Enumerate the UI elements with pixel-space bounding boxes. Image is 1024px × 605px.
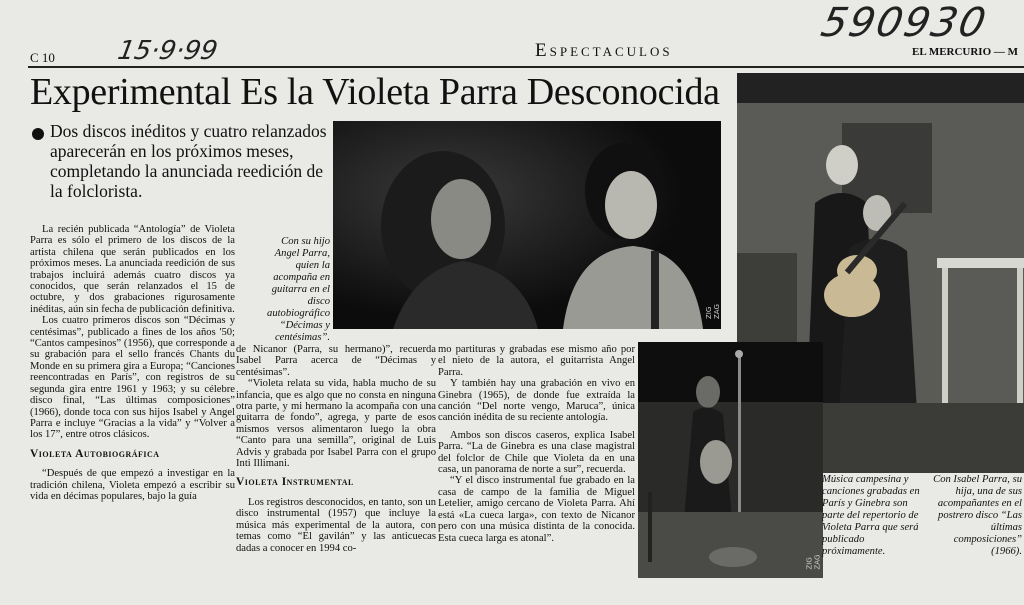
article-column-3 bbox=[438, 344, 635, 544]
deck-bullet-icon bbox=[32, 128, 44, 140]
paragraph: Los cuatro primeros discos son “Décimas y centésimas”, publicado a fines de los años '50; “Cantos campesinos” (1956), que corresponde a su grabación para el sello francés Chants du Monde en su primera gira a Europa; “Canciones reencontradas en París”, con registros de su segunda gira entre 1961 y 1963; y su célebre disco final, “Las últimas composiciones” (1966), donde toca con sus hijos Isabel y Angel Parra e incluye “Gracias a la vida” y “Volver a los 17”, entre otros clásicos. bbox=[30, 315, 235, 441]
article-column-1 bbox=[30, 224, 235, 502]
paragraph: “Violeta relata su vida, habla mucho de su infancia, que es algo que no consta en ninguna otra parte, y mi hermano la acompaña con una guitarra de fondo”, agrega, y parte de esos mismos versos alimentaron luego la obra “Canto para una semilla”, original de Luis Advis y grabada por Isabel Parra con el grupo Inti Illimani. bbox=[236, 378, 436, 470]
subheading-instrumental: Violeta Instrumental bbox=[236, 476, 354, 489]
paragraph: “Después de que empezó a investigar en la tradición chilena, Violeta empezó a escribir su vida en décimas populares, bajo la guía bbox=[30, 468, 235, 502]
article-column-2 bbox=[236, 344, 436, 554]
paragraph: “Y el disco instrumental fue grabado en la casa de campo de la familia de Miguel Letelier, amigo cercano de Violeta Parra. Ahí está «La cueca larga», con texto de Nicanor pero con una música distinta de la conocida. Esta cueca larga es atonal”. bbox=[438, 475, 635, 544]
paragraph: La recién publicada “Antología” de Violeta Parra es sólo el primero de los discos de la artista chilena que serán publicados en los próximos meses. La anunciada reedición de sus trabajos incluirá además cuatro discos ya conocidos, que serán relanzados el 15 de octubre, y dos grabaciones rigurosamente inéditas, aún sin fecha de publicación definitiva. bbox=[30, 224, 235, 315]
photo-caption-repertoire: Música campesina y canciones grabadas en París y Ginebra son parte del repertorio de Violeta Parra que será publicado próximamente. bbox=[822, 474, 920, 557]
paragraph: Y también hay una grabación en vivo en Ginebra (1965), de donde fue extraída la canción “Del norte vengo, Maruca”, única canción inédita de su reciente antología. bbox=[438, 378, 635, 424]
paragraph: mo partituras y grabadas ese mismo año por el nieto de la autora, el guitarrista Angel Parra. bbox=[438, 344, 635, 378]
paragraph: Los registros desconocidos, en tanto, son un disco instrumental (1957) que incluye la música más experimental de la autora, con temas como “El gavilán” y las anticuecas dadas a conocer en 1994 co- bbox=[236, 496, 436, 554]
page-number: C 10 bbox=[30, 50, 55, 65]
deck-summary: Dos discos inéditos y cuatro relanzados aparecerán en los próximos meses, completando la anunciada reedición de la folclorista. bbox=[50, 121, 327, 201]
paragraph: Ambos son discos caseros, explica Isabel Parra. “La de Ginebra es una clase magistral del folclor de Chile que Violeta da en una casa, un panorama de norte a sur”, recuerda. bbox=[438, 429, 635, 476]
handwritten-date: 15·9·99 bbox=[115, 36, 220, 66]
handwritten-clip-number: 590930 bbox=[817, 0, 992, 46]
paragraph: de Nicanor (Parra, su hermano)”, recuerda Isabel Parra acerca de “Décimas y centésimas”. bbox=[236, 344, 436, 378]
headline: Experimental Es la Violeta Parra Desconocida bbox=[30, 71, 720, 113]
photo-violeta-with-son bbox=[333, 121, 721, 329]
photo-violeta-performing bbox=[638, 342, 823, 578]
photo-credit: ZIG ZAG bbox=[705, 304, 721, 319]
header-rule bbox=[28, 66, 1024, 68]
section-title: Espectaculos bbox=[535, 40, 673, 61]
photo-caption-son: Con su hijo Angel Parra, quien la acompaña en guitarra en el disco autobiográfico “Décimas y centésimas”. bbox=[267, 236, 330, 343]
subheading-autobiografica: Violeta Autobiográfica bbox=[30, 447, 160, 460]
newspaper-name: EL MERCURIO — M bbox=[912, 46, 1019, 58]
photo-credit: ZIG ZAG bbox=[805, 554, 822, 570]
photo-caption-daughter: Con Isabel Parra, su hija, una de sus acompañantes en el postrero disco “Las últimas composiciones” (1966). bbox=[933, 474, 1022, 557]
